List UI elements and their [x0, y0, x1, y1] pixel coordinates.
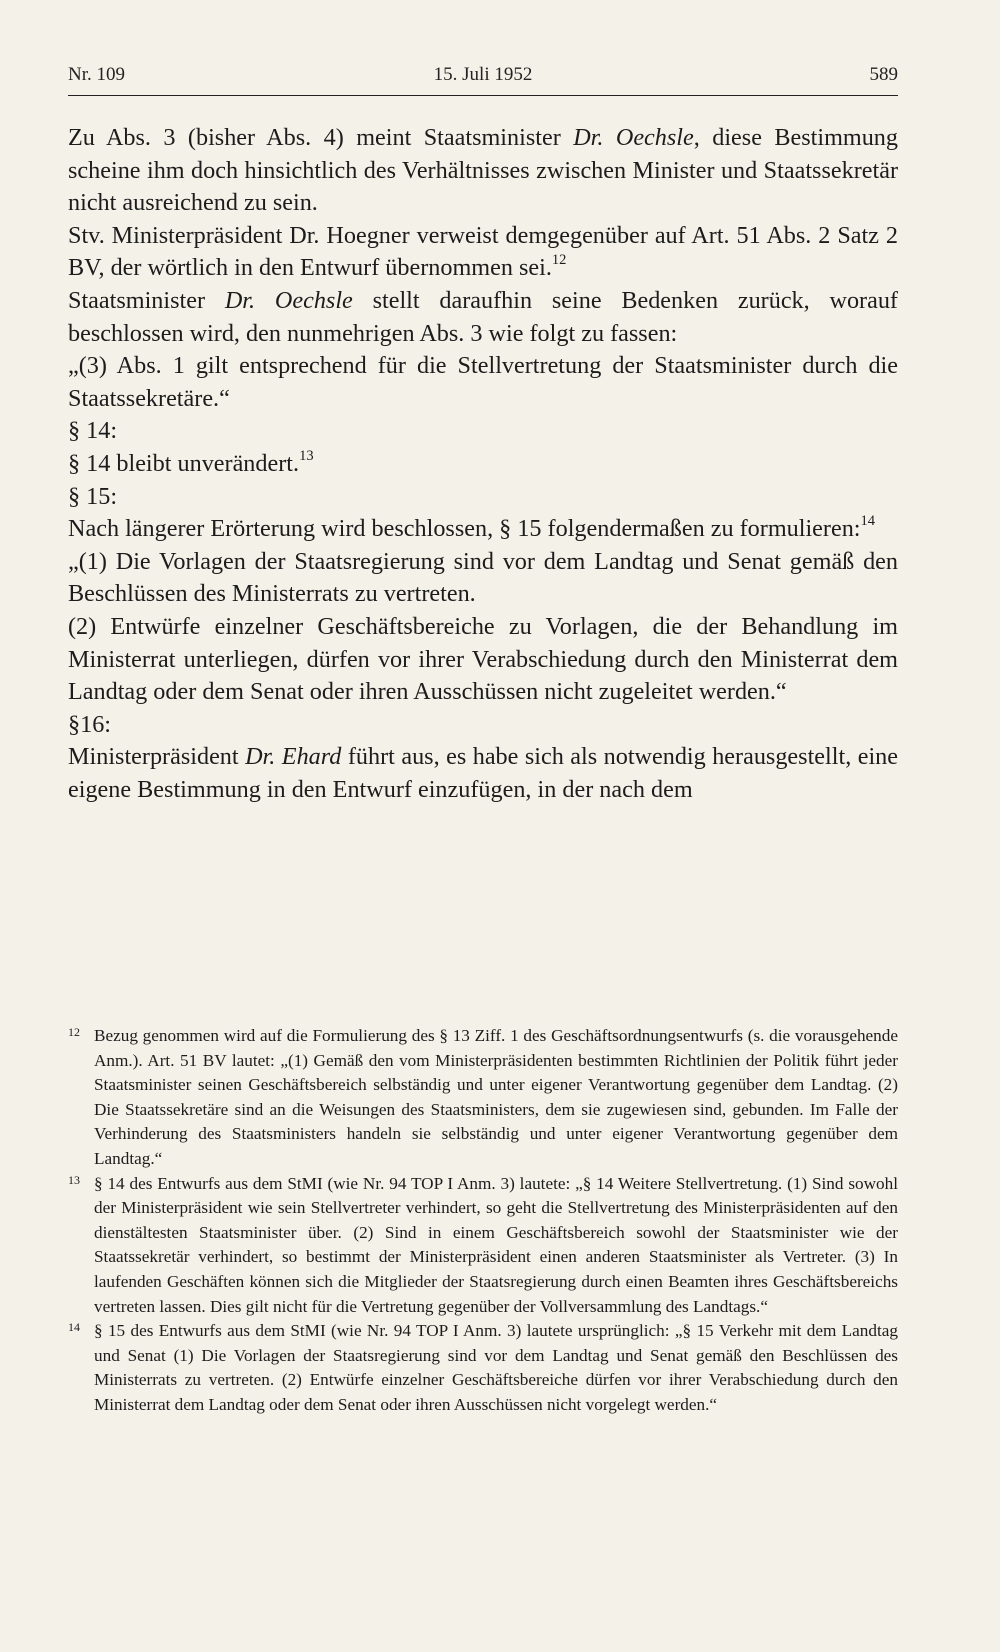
footnote — [68, 1319, 898, 1417]
footnote-text: § 14 des Entwurfs aus dem StMI (wie Nr. 94 TOP I Anm. 3) lautete: „§ 14 Weitere Stellvertretung. (1) Sind sowohl der Ministerpräsident wie sein Stellvertreter verhindert, so geht die Stellvertretung des Ministerpräsidenten auf den dienstältesten Staatsminister über. (2) Sind in einem Geschäftsbereich sowohl der Staatsminister wie der Staatssekretär verhindert, so bestimmt der Ministerpräsident einen anderen Staatsminister als Vertreter. (3) In laufenden Geschäften können sich die Mitglieder der Staatsregierung durch einen Beamten ihres Geschäftsbereichs vertreten lassen. Dies gilt nicht für die Vertretung gegenüber der Vollversammlung des Landtags.“ — [94, 1173, 898, 1316]
document-date: 15. Juli 1952 — [433, 64, 533, 85]
paragraph: Ministerpräsident Dr. Ehard führt aus, es habe sich als notwendig herausgestellt, eine eigene Bestimmung in den Entwurf einzufügen, in der nach dem — [68, 743, 898, 803]
footnote-ref: 13 — [299, 448, 314, 465]
footnote-text: § 15 des Entwurfs aus dem StMI (wie Nr. 94 TOP I Anm. 3) lautete ursprünglich: „§ 15 Verkehr mit dem Landtag und Senat (1) Die Vorlagen der Staatsregierung sind vor dem Landtag und Senat gemäß den Beschlüssen des Ministerrats zu vertreten. (2) Entwürfe einzelner Geschäftsbereiche dürfen vor ihrer Verabschiedung durch den Ministerrat dem Landtag oder dem Senat oder ihren Ausschüssen nicht vorgelegt werden.“ — [94, 1321, 898, 1414]
paragraph: Stv. Ministerpräsident Dr. Hoegner verweist demgegenüber auf Art. 51 Abs. 2 Satz 2 BV, der wörtlich in den Entwurf übernommen sei.$^{12}$ — [68, 221, 898, 282]
footnote-number: 13 — [68, 1172, 80, 1187]
section-heading: § 15: — [68, 482, 118, 510]
main-text — [68, 122, 898, 806]
page-number: 589 — [869, 64, 898, 85]
footnote-text: Bezug genommen wird auf die Formulierung des § 13 Ziff. 1 des Geschäftsordnungsentwurfs (s. die vorausgehende Anm.). Art. 51 BV lautet: „(1) Gemäß den vom Ministerpräsidenten bestimmten Richtlinien der Politik führt jeder Staatsminister seinen Geschäftsbereich selbständig und unter eigener Verantwortung gegenüber dem Landtag. (2) Die Staatssekretäre sind an die Weisungen des Staatsministers, dem sie zugewiesen sind, gebunden. Im Falle der Verhinderung des Staatsministers handeln sie selbständig und unter eigener Verantwortung gegenüber dem Landtag.“ — [94, 1026, 898, 1168]
section-heading: §16: — [68, 710, 112, 738]
person-name: Dr. Ehard — [245, 743, 342, 771]
footnote — [68, 1172, 898, 1320]
quoted-paragraph: „(1) Die Vorlagen der Staatsregierung sind vor dem Landtag und Senat gemäß den Beschlüssen des Ministerrats zu vertreten. — [68, 547, 898, 608]
paragraph: § 14 bleibt unverändert.$^{13}$ — [68, 448, 314, 477]
section-heading: § 14: — [68, 417, 118, 445]
quoted-paragraph: (2) Entwürfe einzelner Geschäftsbereiche zu Vorlagen, die der Behandlung im Ministerrat unterliegen, dürfen vor ihrer Verabschiedung durch den Ministerrat dem Landtag oder dem Senat oder ihren Ausschüssen nicht zugeleitet werden.“ — [68, 612, 898, 706]
document-number: Nr. 109 — [68, 64, 125, 85]
footnote-ref: 12 — [551, 252, 567, 269]
paragraph: Staatsminister Dr. Oechsle stellt daraufhin seine Bedenken zurück, worauf beschlossen wird, den nunmehrigen Abs. 3 wie folgt zu fassen: — [68, 286, 898, 347]
paragraph: Zu Abs. 3 (bisher Abs. 4) meint Staatsminister Dr. Oechsle, diese Bestimmung scheine ihm doch hinsichtlich des Verhältnisses zwischen Minister und Staatssekretär nicht ausreichend zu sein. — [68, 124, 898, 217]
quoted-paragraph: „(3) Abs. 1 gilt entsprechend für die Stellvertretung der Staatsminister durch die Staatssekretäre.“ — [68, 352, 898, 412]
footnote-number: 14 — [68, 1320, 80, 1335]
page-header — [68, 62, 898, 96]
header-rule — [68, 95, 898, 96]
footnote-number: 12 — [68, 1025, 80, 1039]
paragraph: Nach längerer Erörterung wird beschlossen, § 15 folgendermaßen zu formulieren:$^{14}$ — [68, 513, 876, 543]
footnotes — [68, 1024, 898, 1418]
footnote-ref: 14 — [860, 513, 876, 530]
person-name: Dr. Oechsle — [224, 286, 353, 314]
person-name: Dr. Oechsle — [573, 124, 694, 151]
footnote — [68, 1024, 898, 1172]
